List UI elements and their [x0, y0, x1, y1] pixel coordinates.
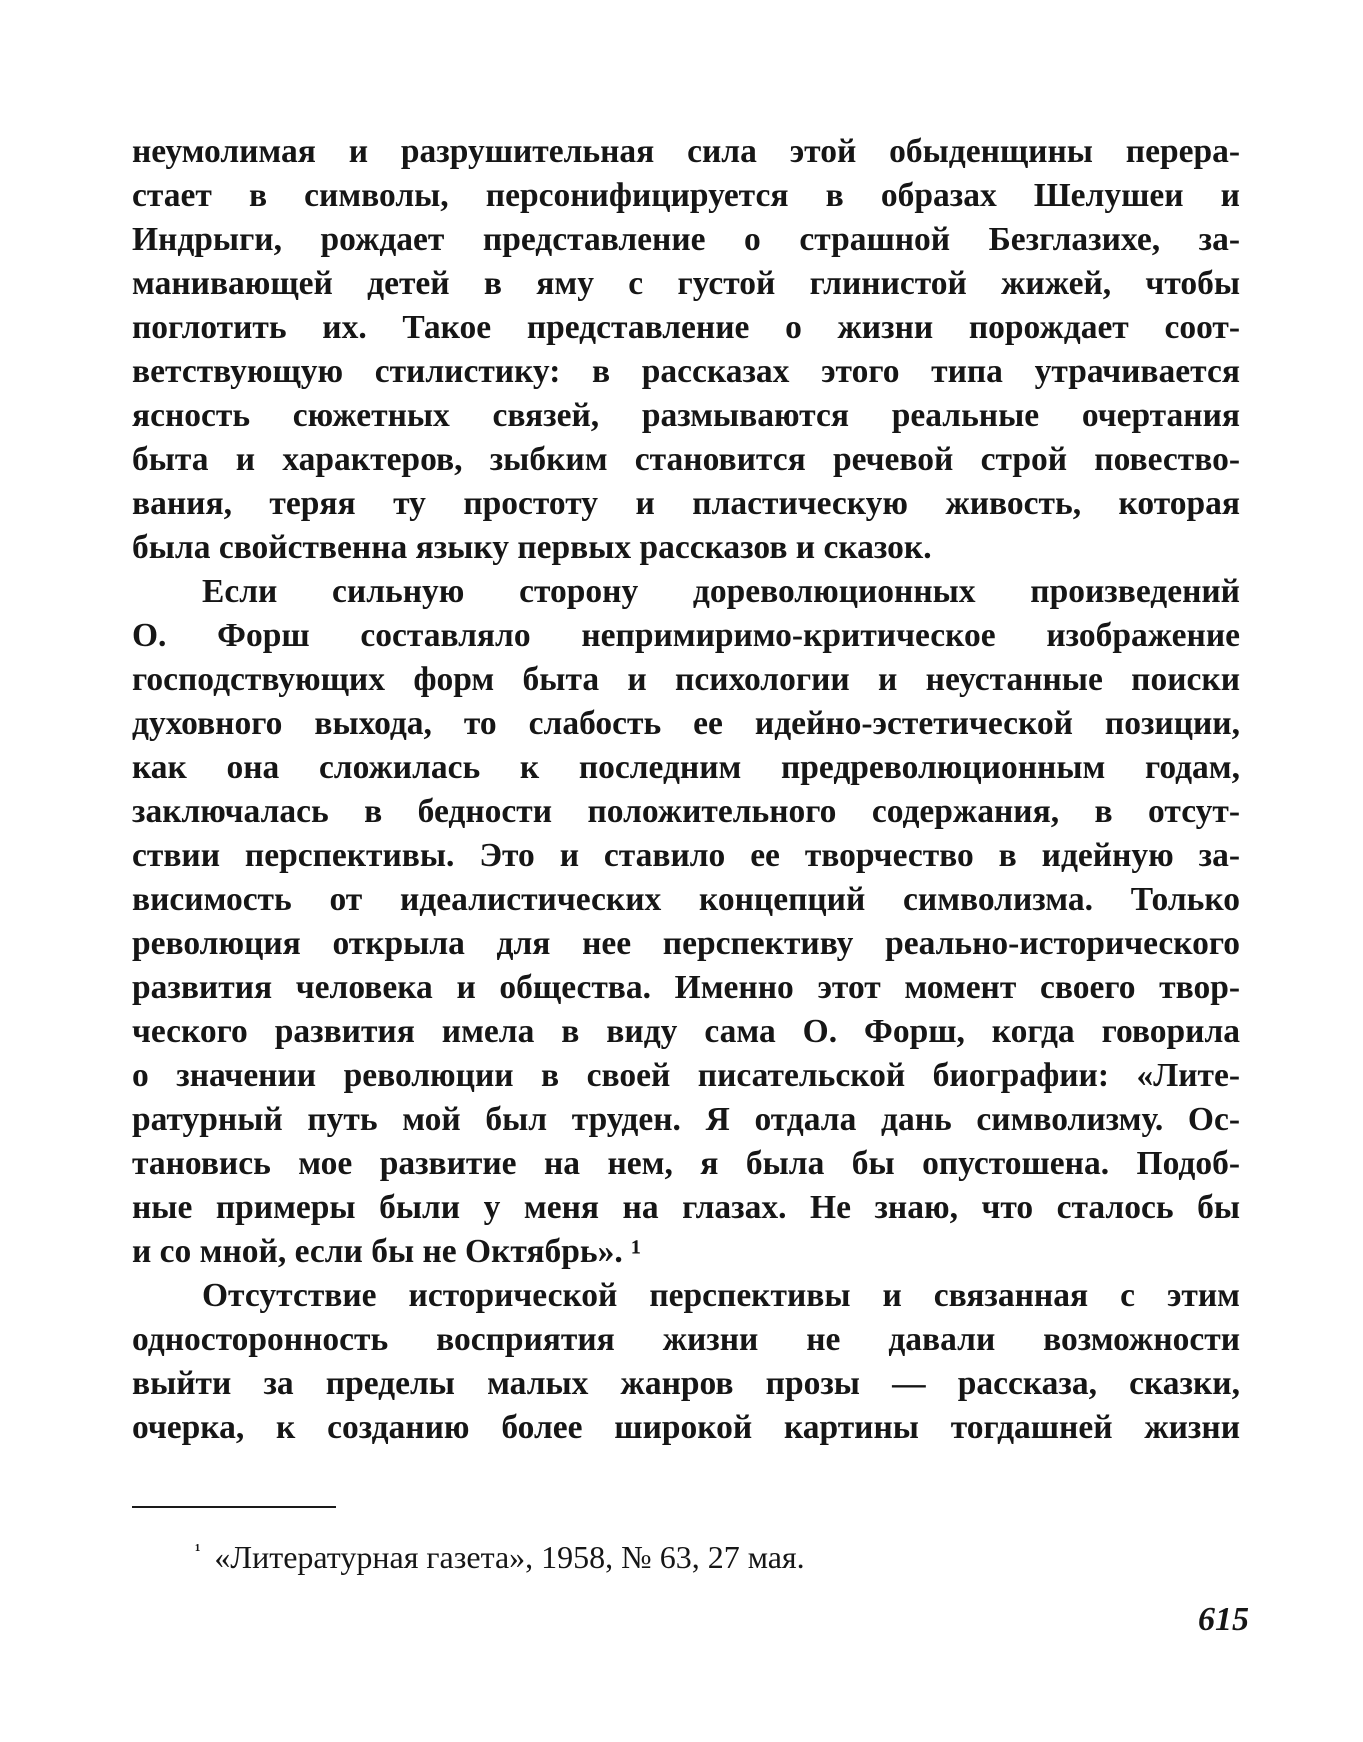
- text-line: ясность сюжетных связей, размываются реальные очертания: [132, 397, 1240, 434]
- text-line: поглотить их. Такое представление о жизни порождает соот-: [132, 309, 1240, 346]
- text-line: была свойственна языку первых рассказов и сказок.: [132, 529, 932, 566]
- text-line: Индрыги, рождает представление о страшной Безглазихе, за-: [132, 221, 1240, 258]
- text-line: ветствующую стилистику: в рассказах этого типа утрачивается: [132, 353, 1240, 390]
- text-line: заключалась в бедности положительного содержания, в отсут-: [132, 793, 1240, 830]
- footnote-mark: ¹: [195, 1540, 201, 1560]
- paragraph-first-line: Если сильную сторону дореволюционных произведений: [202, 573, 1240, 610]
- page-number: 615: [1198, 1601, 1249, 1638]
- text-line: ратурный путь мой был труден. Я отдала дань символизму. Ос-: [132, 1101, 1240, 1138]
- text-line: ствии перспективы. Это и ставило ее творчество в идейную за-: [132, 837, 1240, 874]
- text-line: неумолимая и разрушительная сила этой обыденщины перера-: [132, 133, 1240, 170]
- text-line: ческого развития имела в виду сама О. Форш, когда говорила: [132, 1013, 1240, 1050]
- text-line: революция открыла для нее перспективу реально-исторического: [132, 925, 1240, 962]
- text-line: О. Форш составляло непримиримо-критическое изображение: [132, 617, 1240, 654]
- text-line: развития человека и общества. Именно этот момент своего твор-: [132, 969, 1240, 1006]
- footnote-text: «Литературная газета», 1958, № 63, 27 мая.: [214, 1539, 805, 1575]
- text-line: господствующих форм быта и психологии и неустанные поиски: [132, 661, 1240, 698]
- text-line: очерка, к созданию более широкой картины тогдашней жизни: [132, 1409, 1240, 1446]
- text-line: о значении революции в своей писательской биографии: «Лите-: [132, 1057, 1240, 1094]
- text-line: висимость от идеалистических концепций символизма. Только: [132, 881, 1240, 918]
- text-line: как она сложилась к последним предреволюционным годам,: [132, 749, 1240, 786]
- paragraph-first-line: Отсутствие исторической перспективы и связанная с этим: [202, 1277, 1240, 1314]
- footnote-separator: [132, 1506, 336, 1508]
- footnote: [195, 1528, 805, 1575]
- text-line: выйти за пределы малых жанров прозы — рассказа, сказки,: [132, 1365, 1240, 1402]
- text-line: вания, теряя ту простоту и пластическую живость, которая: [132, 485, 1240, 522]
- text-line: стает в символы, персонифицируется в образах Шелушеи и: [132, 177, 1240, 214]
- text-line: и со мной, если бы не Октябрь». ¹: [132, 1233, 642, 1270]
- text-line: духовного выхода, то слабость ее идейно-эстетической позиции,: [132, 705, 1240, 742]
- text-line: манивающей детей в яму с густой глинистой жижей, чтобы: [132, 265, 1240, 302]
- text-line: ные примеры были у меня на глазах. Не знаю, что сталось бы: [132, 1189, 1240, 1226]
- text-line: односторонность восприятия жизни не давали возможности: [132, 1321, 1240, 1358]
- text-line: тановись мое развитие на нем, я была бы опустошена. Подоб-: [132, 1145, 1240, 1182]
- text-line: быта и характеров, зыбким становится речевой строй повество-: [132, 441, 1240, 478]
